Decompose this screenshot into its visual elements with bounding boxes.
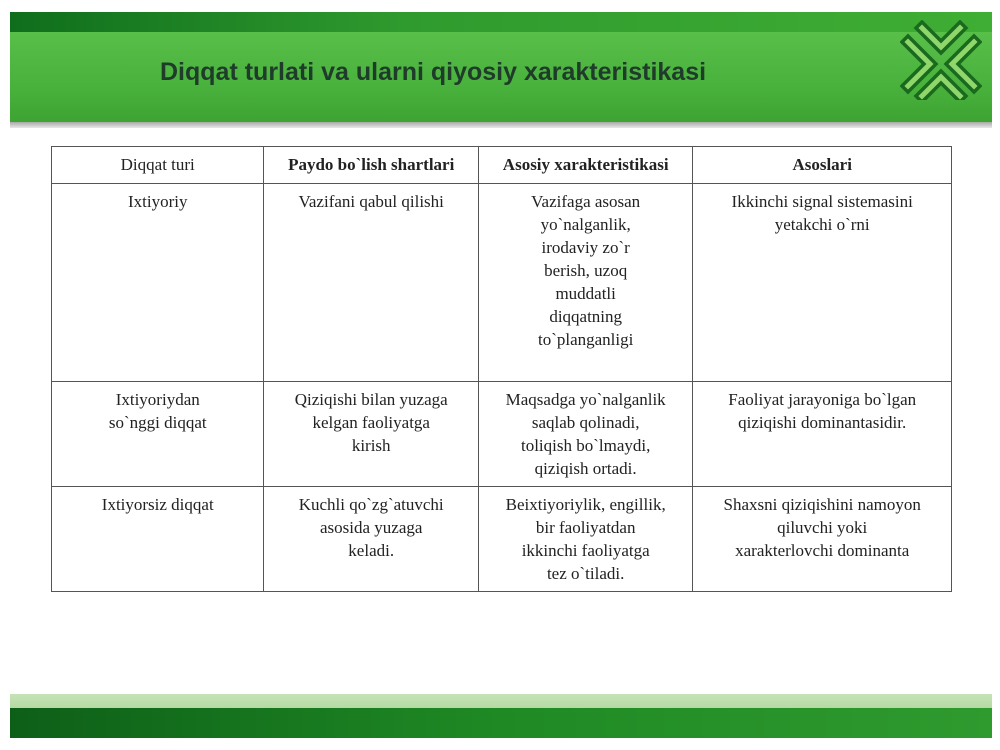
table-cell: [478, 487, 692, 592]
cell-text: Ikkinchi signal sistemasini yetakchi o`rni: [731, 192, 913, 234]
column-header: Asoslari: [693, 147, 952, 184]
table-cell: [264, 184, 478, 382]
table-cell: [478, 184, 692, 382]
table-row: [52, 382, 952, 487]
cell-text: Kuchli qo`zg`atuvchi asosida yuzaga keladi.: [298, 495, 444, 560]
header-shadow: [10, 122, 992, 128]
table-cell: [52, 487, 264, 592]
table-cell: [478, 382, 692, 487]
footer-band: [10, 708, 992, 738]
table-row: [52, 184, 952, 382]
cell-text: Maqsadga yo`nalganlik saqlab qolinadi, toliqish bo`lmaydi, qiziqish ortadi.: [505, 390, 666, 478]
cell-text: Vazifani qabul qilishi: [298, 192, 444, 211]
table-cell: [264, 487, 478, 592]
table-row: [52, 487, 952, 592]
column-header: Paydo bo`lish shartlari: [264, 147, 478, 184]
cell-text: Ixtiyoriydan so`nggi diqqat: [108, 390, 207, 432]
table-cell: [693, 184, 952, 382]
table-cell: [693, 487, 952, 592]
table-cell: [52, 184, 264, 382]
cell-text: Shaxsni qiziqishini namoyon qiluvchi yoki xarakterlovchi dominanta: [723, 495, 921, 560]
comparison-table: [51, 146, 952, 592]
interlaced-knot-icon: [900, 20, 982, 100]
cell-text: Ixtiyorsiz diqqat: [101, 495, 214, 514]
column-header: Diqqat turi: [52, 147, 264, 184]
column-header: Asosiy xarakteristikasi: [478, 147, 692, 184]
cell-text: Ixtiyoriy: [127, 192, 188, 211]
cell-text: Faoliyat jarayoniga bo`lgan qiziqishi dominantasidir.: [728, 390, 917, 432]
slide-title: Diqqat turlati va ularni qiyosiy xarakteristikasi: [160, 58, 707, 86]
table-cell: [264, 382, 478, 487]
cell-text: Beixtiyoriylik, engillik, bir faoliyatdan ikkinchi faoliyatga tez o`tiladi.: [505, 495, 666, 583]
cell-text: Qiziqishi bilan yuzaga kelgan faoliyatga kirish: [294, 390, 448, 455]
cell-text: Vazifaga asosan yo`nalganlik, irodaviy zo`r berish, uzoq muddatli diqqatning to`planganligi: [531, 192, 641, 349]
header-top-band: [10, 12, 992, 34]
table-cell: [693, 382, 952, 487]
table-cell: [52, 382, 264, 487]
table-header-row: [52, 147, 952, 184]
